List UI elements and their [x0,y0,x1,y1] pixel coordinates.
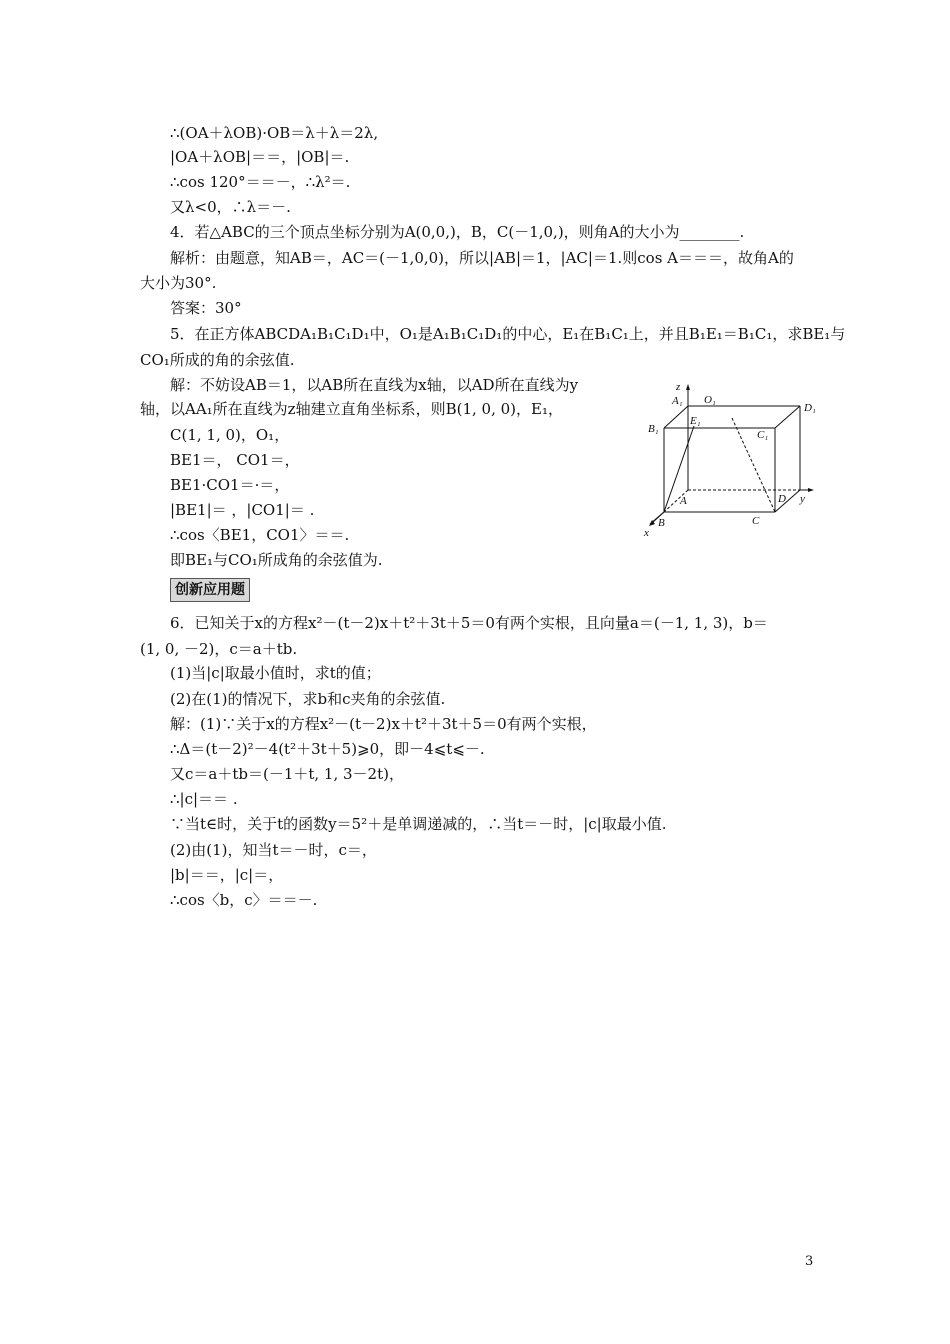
text-line: 又λ<0，∴λ＝－. [170,198,291,216]
question-4: 4．若△ABC的三个顶点坐标分别为A(0,0,)，B，C(－1,0,)，则角A的大小为________. [170,223,745,241]
solution-line: ∴cos〈BE1，CO1〉＝＝. [170,526,350,544]
question-6-part-1: (1)当|c|取最小值时，求t的值； [170,664,381,682]
analysis-line: 大小为30°. [140,274,217,292]
axis-x-label: x [644,527,649,538]
solution-line: ∴cos〈b，c〉＝＝－. [170,891,318,909]
axis-y-label: y [800,493,805,505]
solution-line: |BE1|＝ ，|CO1|＝ . [170,501,315,519]
cube-figure [640,378,820,538]
solution-line: BE1＝， CO1＝， [170,451,300,469]
solution-line: 即BE₁与CO₁所成角的余弦值为. [170,551,383,569]
text-line: ∴(OA＋λOB)·OB＝λ＋λ＝2λ, [170,124,379,142]
question-5-cont: CO₁所成的角的余弦值. [140,351,295,369]
question-6: 6．已知关于x的方程x²－(t－2)x＋t²＋3t＋5＝0有两个实根，且向量a＝(－1, 1, 3)，b＝ [170,614,768,632]
question-5: 5．在正方体ABCDA₁B₁C₁D₁中，O₁是A₁B₁C₁D₁的中心，E₁在B₁C₁上，并且B₁E₁＝B₁C₁，求BE₁与 [170,325,846,343]
solution-line: 轴，以AA₁所在直线为z轴建立直角坐标系，则B(1, 0, 0)，E₁， [140,400,563,418]
solution-line: ∴|c|＝＝ . [170,790,238,808]
vertex-E1-label: E₁ [690,415,701,427]
text-line: ∴cos 120°＝＝－，∴λ²＝. [170,173,351,191]
solution-line: ∵当t∈时，关于t的函数y＝5²＋是单调递减的，∴当t＝－时，|c|取最小值. [170,815,667,833]
vertex-B1-label: B₁ [648,423,659,435]
vertex-B-label: B [658,517,665,529]
vertex-A1-label: A₁ [672,395,683,407]
vertex-C1-label: C₁ [757,429,769,441]
solution-line: C(1, 1, 0)，O₁， [170,426,290,444]
vertex-D1-label: D₁ [804,402,816,414]
page-number: 3 [805,1254,814,1269]
question-6-part-2: (2)在(1)的情况下，求b和c夹角的余弦值. [170,690,446,708]
vertex-A-label: A [680,495,687,507]
solution-line: ∴Δ＝(t－2)²－4(t²＋3t＋5)⩾0，即－4⩽t⩽－. [170,740,485,758]
question-6-cont: (1, 0, －2)，c＝a＋tb. [140,640,298,658]
section-heading: 创新应用题 [170,578,250,602]
solution-line: (2)由(1)，知当t＝－时，c＝， [170,841,377,859]
solution-line: 解：不妨设AB＝1，以AB所在直线为x轴，以AD所在直线为y [170,376,579,394]
analysis-line: 解析：由题意，知AB＝，AC＝(－1,0,0)，所以|AB|＝1，|AC|＝1.则cos A＝＝＝，故角A的 [170,249,794,267]
solution-line: 又c＝a＋tb＝(－1＋t, 1, 3－2t)， [170,765,404,783]
text-line: |OA＋λOB|＝＝，|OB|＝. [170,148,350,166]
solution-line: BE1·CO1＝·＝， [170,476,290,494]
vertex-C-label: C [752,515,760,527]
vertex-D-label: D [778,493,786,505]
vertex-O1-label: O₁ [704,394,716,406]
solution-line: 解：(1)∵关于x的方程x²－(t－2)x＋t²＋3t＋5＝0有两个实根， [170,715,597,733]
answer-line: 答案：30° [170,299,242,317]
solution-line: |b|＝＝，|c|＝， [170,866,284,884]
axis-z-label: z [676,381,681,393]
